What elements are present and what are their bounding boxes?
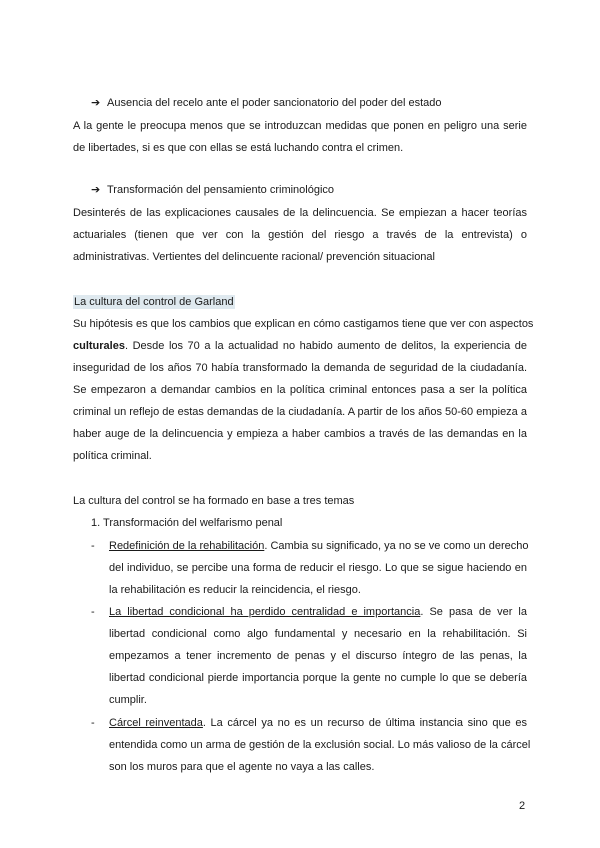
paragraph-line: la rehabilitación es reducir la reincidencia, el riesgo.: [109, 584, 361, 596]
paragraph-line: [109, 605, 527, 619]
paragraph-line: de libertades, si es que con ellas se está luchando contra el crimen.: [73, 142, 404, 154]
paragraph-line: criminal un reflejo de estas demandas de la ciudadanía. A partir de los años 50-60 empieza a: [73, 406, 527, 418]
arrow-bullet-item: [91, 96, 442, 110]
dash-marker: -: [91, 540, 95, 552]
arrow-right-icon: ➔: [91, 184, 101, 196]
text-run: . Desde los 70 a la actualidad no habido aumento de delitos, la experiencia de: [124, 340, 527, 352]
paragraph-line: del individuo, se percibe una forma de reducir el riesgo. Lo que se sigue haciendo en: [109, 562, 527, 574]
section-heading: [73, 295, 235, 309]
paragraph-line: Se empezaron a demandar cambios en la política criminal entonces pasa a ser la política: [73, 384, 527, 396]
paragraph-line: Desinterés de las explicaciones causales de la delincuencia. Se empiezan a hacer teorías: [73, 207, 527, 219]
underlined-term: Cárcel reinventada: [109, 717, 203, 729]
paragraph-line: A la gente le preocupa menos que se introduzcan medidas que ponen en peligro una serie: [73, 120, 527, 132]
text-run: . Se pasa de ver la: [420, 606, 527, 618]
text-run: . Cambia su significado, ya no se ve como un derecho: [264, 540, 529, 552]
numbered-item: 1. Transformación del welfarismo penal: [91, 517, 283, 529]
paragraph-line: inseguridad de los años 70 había transformado la demanda de seguridad de la ciudadanía.: [73, 362, 527, 374]
bullet-title: Ausencia del recelo ante el poder sancionatorio del poder del estado: [107, 97, 442, 109]
underlined-term: La libertad condicional ha perdido centralidad e importancia: [109, 606, 421, 618]
paragraph-line: libertad condicional pierde importancia porque la gente no cumple lo que se debería: [109, 672, 527, 684]
dash-marker: -: [91, 717, 95, 729]
paragraph-line: [73, 339, 527, 353]
paragraph-line: [109, 716, 527, 730]
arrow-right-icon: ➔: [91, 97, 101, 109]
paragraph-line: [109, 539, 527, 553]
paragraph-line: entendida como un arma de gestión de la exclusión social. Lo más valioso de la cárcel: [109, 739, 531, 751]
paragraph-line: son los muros para que el agente no vaya a las calles.: [109, 761, 375, 773]
bullet-title: Transformación del pensamiento criminológico: [107, 184, 335, 196]
text-run: . La cárcel ya no es un recurso de última instancia sino que es: [202, 717, 527, 729]
paragraph-line: haber auge de la delincuencia y empieza a haber cambios a través de las demandas en la: [73, 428, 527, 440]
paragraph-line: administrativas. Vertientes del delincuente racional/ prevención situacional: [73, 251, 435, 263]
paragraph-line: empezamos a tener incremento de penas y el discurso íntegro de las penas, la: [109, 650, 527, 662]
paragraph-line: La cultura del control se ha formado en base a tres temas: [73, 495, 355, 507]
underlined-term: Redefinición de la rehabilitación: [109, 540, 265, 552]
paragraph-line: actuariales (tienen que ver con la gestión del riesgo a través de la entrevista) o: [73, 229, 527, 241]
paragraph-line: cumplir.: [109, 694, 147, 706]
bold-term: culturales: [73, 340, 125, 352]
paragraph-line: libertad condicional como algo fundamental y necesario en la rehabilitación. Si: [109, 628, 527, 640]
arrow-bullet-item: [91, 183, 334, 197]
paragraph-line: política criminal.: [73, 450, 152, 462]
dash-marker: -: [91, 606, 95, 618]
page-number: 2: [519, 800, 526, 812]
paragraph-line: Su hipótesis es que los cambios que explican en cómo castigamos tiene que ver con aspectos: [73, 318, 534, 330]
highlighted-heading: La cultura del control de Garland: [74, 296, 234, 308]
